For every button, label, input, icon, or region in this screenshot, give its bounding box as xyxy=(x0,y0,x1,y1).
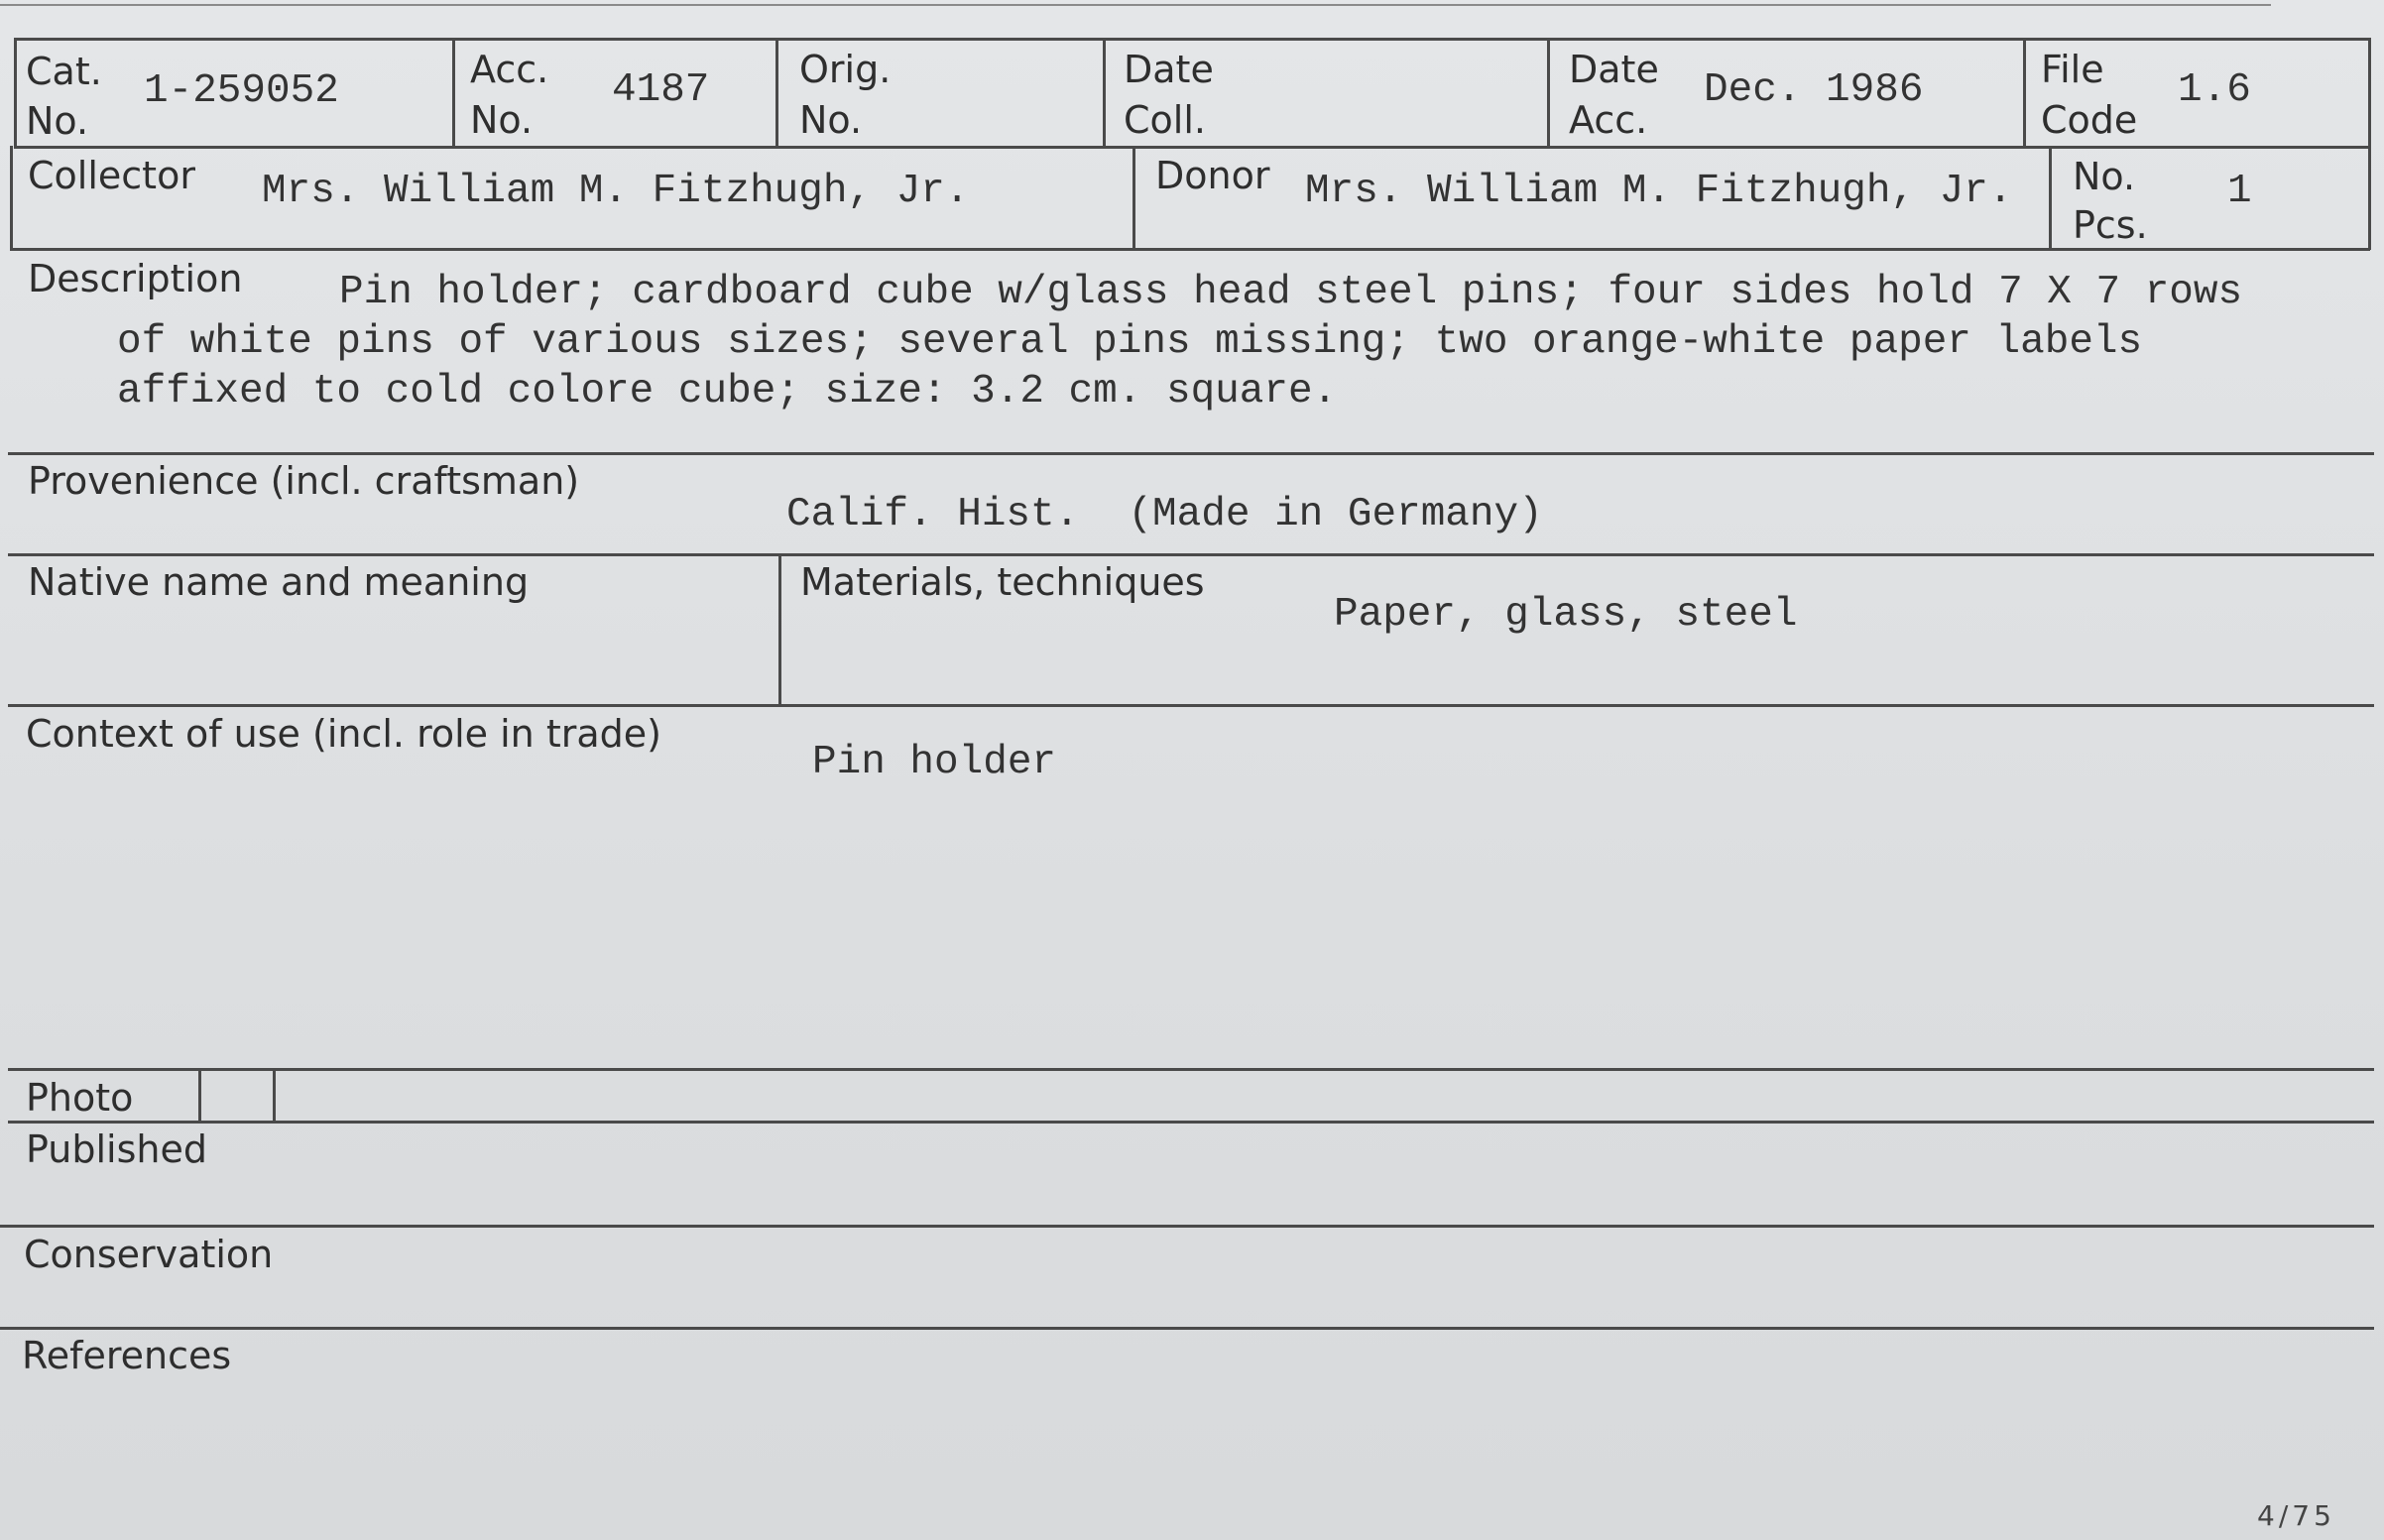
header-divider-6 xyxy=(2023,38,2026,147)
references-label: References xyxy=(22,1334,232,1377)
photo-label: Photo xyxy=(26,1076,134,1120)
donor-pieces-divider xyxy=(2049,146,2052,250)
conservation-label: Conservation xyxy=(24,1233,274,1276)
rule-provenience-bottom xyxy=(8,553,2374,556)
pieces-label-line1: No. xyxy=(2073,155,2136,198)
donor-label: Donor xyxy=(1155,154,1270,197)
top-edge-line xyxy=(0,4,2271,6)
header-divider-4 xyxy=(1103,38,1106,147)
header-divider-1 xyxy=(14,38,17,147)
native-name-label: Native name and meaning xyxy=(28,560,530,604)
header-divider-right xyxy=(2368,38,2371,250)
rule-header-bottom xyxy=(14,146,2370,149)
date-acc-label-line2: Acc. xyxy=(1569,98,1648,142)
materials-label: Materials, techniques xyxy=(800,560,1205,604)
provenience-value: Calif. Hist. (Made in Germany) xyxy=(786,492,1543,537)
photo-box-divider-1 xyxy=(198,1068,201,1123)
orig-no-label-line1: Orig. xyxy=(799,48,892,91)
published-label: Published xyxy=(26,1127,207,1171)
orig-no-label-line2: No. xyxy=(799,98,863,142)
acc-no-label-line2: No. xyxy=(470,98,534,142)
cat-no-label-line2: No. xyxy=(26,99,89,143)
header-divider-3 xyxy=(775,38,778,147)
date-coll-label-line2: Coll. xyxy=(1124,98,1206,142)
cat-no-label-line1: Cat. xyxy=(26,50,102,93)
header-divider-5 xyxy=(1547,38,1550,147)
collector-divider-left xyxy=(10,146,13,250)
description-line-3: affixed to cold colore cube; size: 3.2 cm. square. xyxy=(117,369,1338,415)
rule-header-top xyxy=(14,38,2370,41)
collector-label: Collector xyxy=(28,154,195,197)
date-acc-label-line1: Date xyxy=(1569,48,1659,91)
cat-no-value: 1-259052 xyxy=(144,68,339,114)
context-label: Context of use (incl. role in trade) xyxy=(26,712,661,756)
description-line-2: of white pins of various sizes; several pins missing; two orange-white paper labels xyxy=(117,319,2143,365)
rule-photo-bottom xyxy=(8,1121,2374,1124)
file-code-label-line2: Code xyxy=(2041,98,2138,142)
description-label: Description xyxy=(28,257,243,300)
file-code-value: 1.6 xyxy=(2178,67,2251,113)
collector-donor-divider xyxy=(1132,146,1135,250)
acc-no-label-line1: Acc. xyxy=(470,48,549,91)
date-coll-label-line1: Date xyxy=(1124,48,1214,91)
acc-no-value: 4187 xyxy=(612,67,710,113)
pieces-value: 1 xyxy=(2227,169,2252,214)
collector-value: Mrs. William M. Fitzhugh, Jr. xyxy=(262,169,970,214)
donor-value: Mrs. William M. Fitzhugh, Jr. xyxy=(1305,169,2013,214)
pieces-label-line2: Pcs. xyxy=(2073,203,2148,247)
provenience-label: Provenience (incl. craftsman) xyxy=(28,459,580,503)
file-code-label-line1: File xyxy=(2041,48,2104,91)
materials-value: Paper, glass, steel xyxy=(1334,592,1798,638)
rule-native-bottom xyxy=(8,704,2374,707)
rule-description-bottom xyxy=(8,452,2374,455)
date-acc-value: Dec. 1986 xyxy=(1704,67,1924,113)
rule-published-bottom xyxy=(0,1225,2374,1228)
rule-collector-bottom xyxy=(10,248,2370,251)
form-code: 4/75 xyxy=(2257,1499,2335,1532)
context-value: Pin holder xyxy=(812,740,1057,785)
photo-box-divider-2 xyxy=(273,1068,276,1123)
native-materials-divider xyxy=(778,553,781,706)
rule-conservation-bottom xyxy=(0,1327,2374,1330)
rule-context-bottom xyxy=(8,1068,2374,1071)
header-divider-2 xyxy=(452,38,455,147)
description-line-1: Pin holder; cardboard cube w/glass head steel pins; four sides hold 7 X 7 rows xyxy=(339,270,2243,315)
